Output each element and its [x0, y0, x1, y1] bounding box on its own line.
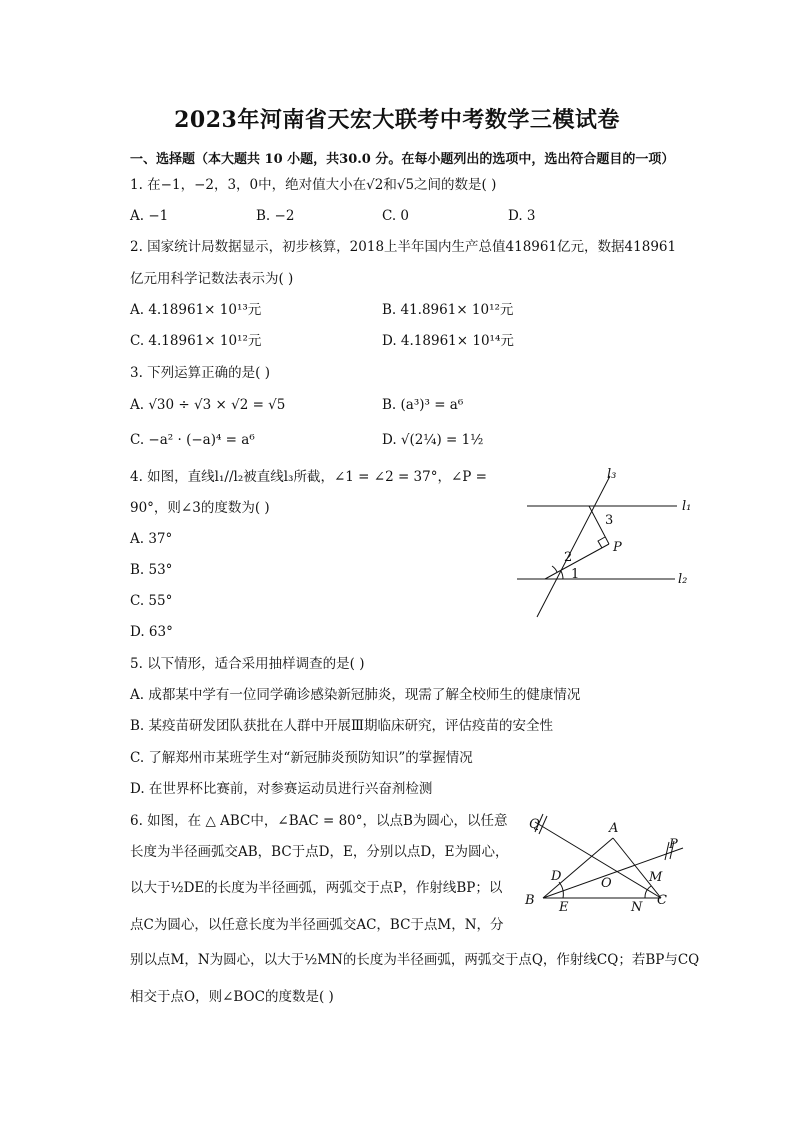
q6-line6: 相交于点O，则∠BOC的度数是( ) [130, 989, 334, 1005]
q4-option-a: A. 37° [130, 531, 173, 547]
q6-line4: 点C为圆心，以任意长度为半径画弧交AC，BC于点M，N，分 [130, 917, 504, 933]
line-l3 [537, 476, 610, 617]
label-b: B [525, 893, 535, 908]
label-p: P [613, 540, 622, 555]
q4-stem-line1: 4. 如图，直线l₁//l₂被直线l₃所截，∠1 = ∠2 = 37°，∠P = [130, 469, 487, 485]
q4-figure [505, 462, 705, 622]
q5-stem: 5. 以下情形，适合采用抽样调查的是( ) [130, 656, 365, 672]
label-p: P [669, 837, 678, 852]
q5-option-c: C. 了解郑州市某班学生对“新冠肺炎预防知识”的掌握情况 [130, 750, 473, 766]
label-angle-3: 3 [605, 513, 614, 528]
q3-option-b: B. (a³)³ = a⁶ [382, 397, 464, 413]
q2-stem-line2: 亿元用科学记数法表示为( ) [130, 271, 294, 287]
q2-option-b: B. 41.8961× 10¹²元 [382, 302, 514, 318]
q2-option-c: C. 4.18961× 10¹²元 [130, 333, 262, 349]
q2-stem-line1: 2. 国家统计局数据显示，初步核算，2018上半年国内生产总值418961亿元，数据418961 [130, 239, 677, 255]
q4-option-b: B. 53° [130, 562, 173, 578]
segment-ac [613, 838, 661, 898]
q4-stem-line2: 90°，则∠3的度数为( ) [130, 500, 270, 516]
q4-option-d: D. 63° [130, 624, 173, 640]
q2-option-d: D. 4.18961× 10¹⁴元 [382, 333, 514, 349]
q2-option-a: A. 4.18961× 10¹³元 [130, 302, 262, 318]
label-l2: l₂ [678, 572, 688, 587]
label-q: Q [529, 817, 540, 832]
arc-de [559, 882, 563, 898]
q3-option-d: D. √(2¼) = 1½ [382, 432, 484, 448]
label-l3: l₃ [607, 467, 617, 482]
q5-option-b: B. 某疫苗研发团队获批在人群中开展Ⅲ期临床研究，评估疫苗的安全性 [130, 718, 554, 734]
q1-option-a: A. −1 [130, 208, 169, 224]
label-m: M [649, 870, 663, 885]
q3-stem: 3. 下列运算正确的是( ) [130, 365, 270, 381]
q5-option-a: A. 成都某中学有一位同学确诊感染新冠肺炎，现需了解全校师生的健康情况 [130, 687, 581, 703]
q4-option-c: C. 55° [130, 593, 173, 609]
q3-option-a: A. √30 ÷ √3 × √2 = √5 [130, 397, 286, 413]
label-l1: l₁ [682, 499, 692, 514]
label-d: D [551, 869, 562, 884]
q1-stem: 1. 在−1，−2，3，0中，绝对值大小在√2和√5之间的数是( ) [130, 177, 497, 193]
q6-line3: 以大于½DE的长度为半径画弧，两弧交于点P，作射线BP；以 [130, 880, 503, 896]
label-angle-2: 2 [564, 550, 573, 565]
label-angle-1: 1 [571, 567, 580, 582]
label-a: A [609, 821, 619, 836]
page-title: 2023年河南省天宏大联考中考数学三模试卷 [174, 107, 620, 133]
q3-option-c: C. −a² · (−a)⁴ = a⁶ [130, 432, 255, 448]
section-heading: 一、选择题（本大题共 10 小题，共30.0 分。在每小题列出的选项中，选出符合题目的一项） [130, 152, 675, 167]
label-e: E [559, 900, 569, 915]
angle-1-arc [561, 571, 563, 579]
ray-cq [535, 822, 661, 898]
q1-option-b: B. −2 [256, 208, 295, 224]
q6-line5: 别以点M，N为圆心，以大于½MN的长度为半径画弧，两弧交于点Q，作射线CQ；若BP与CQ [130, 952, 700, 968]
q6-line1: 6. 如图，在 △ ABC中，∠BAC = 80°，以点B为圆心，以任意 [130, 813, 508, 829]
label-c: C [657, 893, 667, 908]
label-n: N [631, 900, 643, 915]
q6-line2: 长度为半径画弧交AB，BC于点D，E，分别以点D，E为圆心， [130, 844, 509, 860]
q1-option-d: D. 3 [508, 208, 536, 224]
angle-2-arc [552, 566, 557, 572]
label-o: O [601, 876, 612, 891]
q5-option-d: D. 在世界杯比赛前，对参赛运动员进行兴奋剂检测 [130, 781, 433, 797]
q1-option-c: C. 0 [382, 208, 410, 224]
q6-figure [515, 808, 695, 918]
